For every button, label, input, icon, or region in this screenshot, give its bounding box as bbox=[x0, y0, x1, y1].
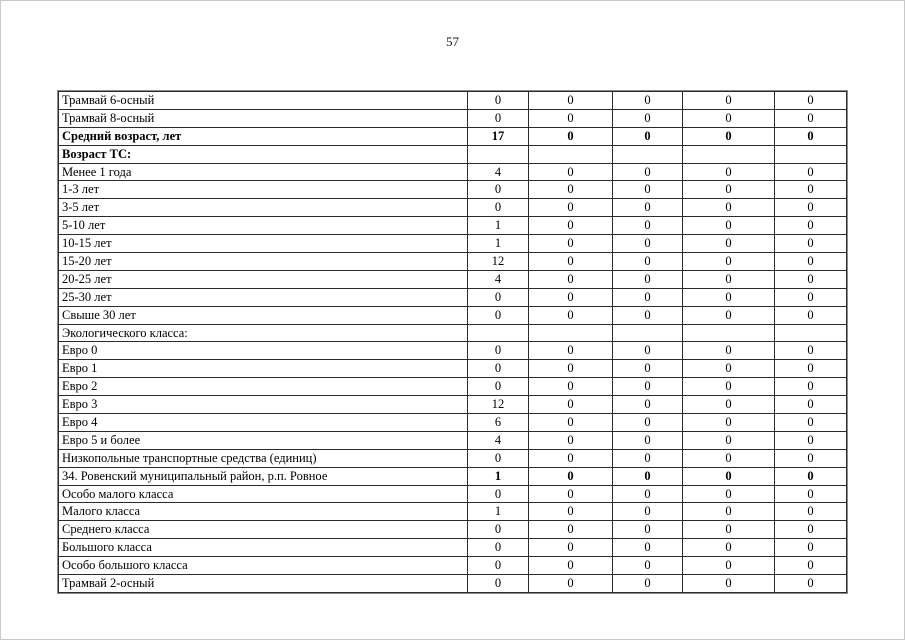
value-cell: 0 bbox=[683, 306, 775, 324]
row-label: Средний возраст, лет bbox=[59, 127, 468, 145]
value-cell: 0 bbox=[613, 557, 683, 575]
value-cell: 0 bbox=[775, 485, 847, 503]
value-cell: 0 bbox=[775, 181, 847, 199]
value-cell: 0 bbox=[613, 521, 683, 539]
value-cell: 0 bbox=[468, 306, 529, 324]
value-cell: 1 bbox=[468, 235, 529, 253]
value-cell: 0 bbox=[529, 449, 613, 467]
value-cell: 0 bbox=[529, 253, 613, 271]
table-row bbox=[59, 467, 847, 485]
value-cell: 0 bbox=[683, 288, 775, 306]
value-cell: 0 bbox=[468, 109, 529, 127]
value-cell: 0 bbox=[775, 414, 847, 432]
row-label: 25-30 лет bbox=[59, 288, 468, 306]
row-label: Евро 1 bbox=[59, 360, 468, 378]
value-cell: 0 bbox=[613, 342, 683, 360]
value-cell: 0 bbox=[775, 521, 847, 539]
table-row bbox=[59, 485, 847, 503]
row-label: Евро 4 bbox=[59, 414, 468, 432]
value-cell: 0 bbox=[529, 414, 613, 432]
value-cell: 0 bbox=[775, 539, 847, 557]
value-cell: 4 bbox=[468, 163, 529, 181]
value-cell: 0 bbox=[529, 360, 613, 378]
row-label: Менее 1 года bbox=[59, 163, 468, 181]
value-cell: 0 bbox=[468, 342, 529, 360]
table-row bbox=[59, 360, 847, 378]
value-cell: 0 bbox=[613, 163, 683, 181]
row-label: 15-20 лет bbox=[59, 253, 468, 271]
value-cell: 0 bbox=[683, 217, 775, 235]
value-cell: 0 bbox=[613, 181, 683, 199]
value-cell: 0 bbox=[529, 270, 613, 288]
row-label: Среднего класса bbox=[59, 521, 468, 539]
value-cell: 0 bbox=[775, 342, 847, 360]
value-cell: 0 bbox=[683, 396, 775, 414]
value-cell: 0 bbox=[775, 109, 847, 127]
value-cell: 0 bbox=[775, 360, 847, 378]
table-row bbox=[59, 396, 847, 414]
value-cell bbox=[683, 324, 775, 342]
value-cell: 0 bbox=[468, 199, 529, 217]
row-label: Трамвай 2-осный bbox=[59, 575, 468, 593]
value-cell: 0 bbox=[613, 503, 683, 521]
value-cell: 0 bbox=[683, 557, 775, 575]
row-label: 3-5 лет bbox=[59, 199, 468, 217]
row-label: Возраст ТС: bbox=[59, 145, 468, 163]
table-row bbox=[59, 378, 847, 396]
value-cell: 0 bbox=[613, 270, 683, 288]
row-label: Особо большого класса bbox=[59, 557, 468, 575]
value-cell: 0 bbox=[529, 503, 613, 521]
value-cell: 0 bbox=[683, 199, 775, 217]
value-cell: 0 bbox=[529, 235, 613, 253]
value-cell: 0 bbox=[529, 181, 613, 199]
value-cell: 0 bbox=[775, 217, 847, 235]
table-row bbox=[59, 145, 847, 163]
value-cell: 0 bbox=[529, 485, 613, 503]
value-cell: 0 bbox=[683, 360, 775, 378]
table-row bbox=[59, 270, 847, 288]
table-row bbox=[59, 199, 847, 217]
value-cell: 0 bbox=[529, 431, 613, 449]
value-cell: 0 bbox=[529, 92, 613, 110]
value-cell: 0 bbox=[613, 396, 683, 414]
row-label: 1-3 лет bbox=[59, 181, 468, 199]
row-label: 10-15 лет bbox=[59, 235, 468, 253]
table-row bbox=[59, 557, 847, 575]
value-cell: 0 bbox=[613, 127, 683, 145]
value-cell: 0 bbox=[775, 127, 847, 145]
value-cell: 0 bbox=[613, 288, 683, 306]
value-cell: 0 bbox=[468, 575, 529, 593]
value-cell: 0 bbox=[613, 431, 683, 449]
table-row bbox=[59, 92, 847, 110]
value-cell: 0 bbox=[529, 539, 613, 557]
value-cell: 0 bbox=[683, 521, 775, 539]
value-cell: 1 bbox=[468, 503, 529, 521]
value-cell: 0 bbox=[775, 235, 847, 253]
value-cell: 0 bbox=[613, 235, 683, 253]
vehicle-stats-table bbox=[58, 91, 847, 593]
value-cell: 0 bbox=[529, 396, 613, 414]
row-label: Евро 0 bbox=[59, 342, 468, 360]
value-cell: 0 bbox=[529, 575, 613, 593]
table-row bbox=[59, 163, 847, 181]
value-cell: 0 bbox=[613, 378, 683, 396]
value-cell: 0 bbox=[613, 575, 683, 593]
table-body bbox=[59, 92, 847, 593]
value-cell bbox=[529, 145, 613, 163]
value-cell: 0 bbox=[775, 288, 847, 306]
value-cell: 0 bbox=[683, 449, 775, 467]
table-row bbox=[59, 217, 847, 235]
value-cell bbox=[468, 324, 529, 342]
table-row bbox=[59, 431, 847, 449]
row-label: Евро 5 и более bbox=[59, 431, 468, 449]
table-row bbox=[59, 414, 847, 432]
page-number: 57 bbox=[446, 34, 459, 49]
value-cell: 0 bbox=[775, 575, 847, 593]
row-label: 5-10 лет bbox=[59, 217, 468, 235]
value-cell: 0 bbox=[468, 378, 529, 396]
table-row bbox=[59, 503, 847, 521]
value-cell: 0 bbox=[529, 467, 613, 485]
value-cell: 0 bbox=[683, 467, 775, 485]
value-cell: 0 bbox=[468, 521, 529, 539]
value-cell: 0 bbox=[529, 199, 613, 217]
value-cell: 0 bbox=[468, 539, 529, 557]
value-cell: 0 bbox=[683, 163, 775, 181]
table-row bbox=[59, 306, 847, 324]
row-label: Особо малого класса bbox=[59, 485, 468, 503]
value-cell bbox=[613, 145, 683, 163]
value-cell: 0 bbox=[613, 360, 683, 378]
row-label: 34. Ровенский муниципальный район, р.п. Ровное bbox=[59, 467, 468, 485]
value-cell: 0 bbox=[468, 485, 529, 503]
value-cell: 0 bbox=[775, 467, 847, 485]
value-cell bbox=[613, 324, 683, 342]
value-cell: 0 bbox=[775, 557, 847, 575]
value-cell bbox=[529, 324, 613, 342]
row-label: Трамвай 8-осный bbox=[59, 109, 468, 127]
value-cell: 0 bbox=[613, 306, 683, 324]
value-cell bbox=[683, 145, 775, 163]
value-cell: 1 bbox=[468, 217, 529, 235]
value-cell: 0 bbox=[775, 199, 847, 217]
table-row bbox=[59, 539, 847, 557]
value-cell: 0 bbox=[613, 467, 683, 485]
value-cell: 0 bbox=[683, 378, 775, 396]
value-cell: 0 bbox=[683, 431, 775, 449]
value-cell: 4 bbox=[468, 270, 529, 288]
value-cell: 0 bbox=[775, 431, 847, 449]
row-label: Свыше 30 лет bbox=[59, 306, 468, 324]
value-cell: 0 bbox=[613, 109, 683, 127]
value-cell: 0 bbox=[468, 288, 529, 306]
value-cell: 17 bbox=[468, 127, 529, 145]
value-cell: 0 bbox=[529, 288, 613, 306]
value-cell: 0 bbox=[613, 539, 683, 557]
value-cell: 0 bbox=[468, 92, 529, 110]
value-cell: 0 bbox=[529, 306, 613, 324]
value-cell: 0 bbox=[529, 127, 613, 145]
value-cell: 0 bbox=[775, 378, 847, 396]
table-row bbox=[59, 253, 847, 271]
value-cell: 0 bbox=[683, 575, 775, 593]
value-cell: 0 bbox=[529, 163, 613, 181]
table-row bbox=[59, 521, 847, 539]
value-cell: 0 bbox=[683, 270, 775, 288]
table-row bbox=[59, 235, 847, 253]
value-cell: 0 bbox=[775, 306, 847, 324]
value-cell: 0 bbox=[775, 449, 847, 467]
value-cell: 0 bbox=[613, 199, 683, 217]
value-cell: 0 bbox=[613, 485, 683, 503]
value-cell: 0 bbox=[683, 109, 775, 127]
value-cell: 0 bbox=[683, 485, 775, 503]
row-label: Трамвай 6-осный bbox=[59, 92, 468, 110]
value-cell bbox=[775, 324, 847, 342]
row-label: Малого класса bbox=[59, 503, 468, 521]
value-cell: 0 bbox=[529, 217, 613, 235]
value-cell: 0 bbox=[683, 235, 775, 253]
value-cell: 0 bbox=[529, 378, 613, 396]
value-cell: 0 bbox=[683, 539, 775, 557]
value-cell: 0 bbox=[683, 342, 775, 360]
value-cell: 12 bbox=[468, 253, 529, 271]
value-cell: 0 bbox=[613, 253, 683, 271]
value-cell: 0 bbox=[683, 92, 775, 110]
table-row bbox=[59, 449, 847, 467]
value-cell bbox=[468, 145, 529, 163]
value-cell: 0 bbox=[775, 163, 847, 181]
value-cell bbox=[775, 145, 847, 163]
row-label: Евро 3 bbox=[59, 396, 468, 414]
value-cell: 0 bbox=[775, 270, 847, 288]
value-cell: 0 bbox=[775, 253, 847, 271]
value-cell: 0 bbox=[613, 217, 683, 235]
value-cell: 0 bbox=[683, 414, 775, 432]
row-label: 20-25 лет bbox=[59, 270, 468, 288]
value-cell: 0 bbox=[683, 181, 775, 199]
value-cell: 0 bbox=[529, 557, 613, 575]
value-cell: 0 bbox=[613, 92, 683, 110]
value-cell: 0 bbox=[683, 253, 775, 271]
row-label: Евро 2 bbox=[59, 378, 468, 396]
value-cell: 0 bbox=[775, 396, 847, 414]
value-cell: 0 bbox=[529, 521, 613, 539]
value-cell: 0 bbox=[613, 449, 683, 467]
value-cell: 0 bbox=[468, 557, 529, 575]
table-row bbox=[59, 109, 847, 127]
value-cell: 0 bbox=[775, 503, 847, 521]
value-cell: 0 bbox=[683, 503, 775, 521]
row-label: Низкопольные транспортные средства (единиц) bbox=[59, 449, 468, 467]
value-cell: 0 bbox=[775, 92, 847, 110]
table-row bbox=[59, 181, 847, 199]
value-cell: 4 bbox=[468, 431, 529, 449]
table-row bbox=[59, 127, 847, 145]
value-cell: 1 bbox=[468, 467, 529, 485]
value-cell: 0 bbox=[613, 414, 683, 432]
row-label: Экологического класса: bbox=[59, 324, 468, 342]
value-cell: 0 bbox=[683, 127, 775, 145]
table-row bbox=[59, 342, 847, 360]
value-cell: 6 bbox=[468, 414, 529, 432]
value-cell: 0 bbox=[468, 449, 529, 467]
row-label: Большого класса bbox=[59, 539, 468, 557]
table-row bbox=[59, 324, 847, 342]
value-cell: 0 bbox=[468, 181, 529, 199]
value-cell: 0 bbox=[529, 109, 613, 127]
value-cell: 12 bbox=[468, 396, 529, 414]
value-cell: 0 bbox=[468, 360, 529, 378]
table-row bbox=[59, 288, 847, 306]
table-row bbox=[59, 575, 847, 593]
value-cell: 0 bbox=[529, 342, 613, 360]
